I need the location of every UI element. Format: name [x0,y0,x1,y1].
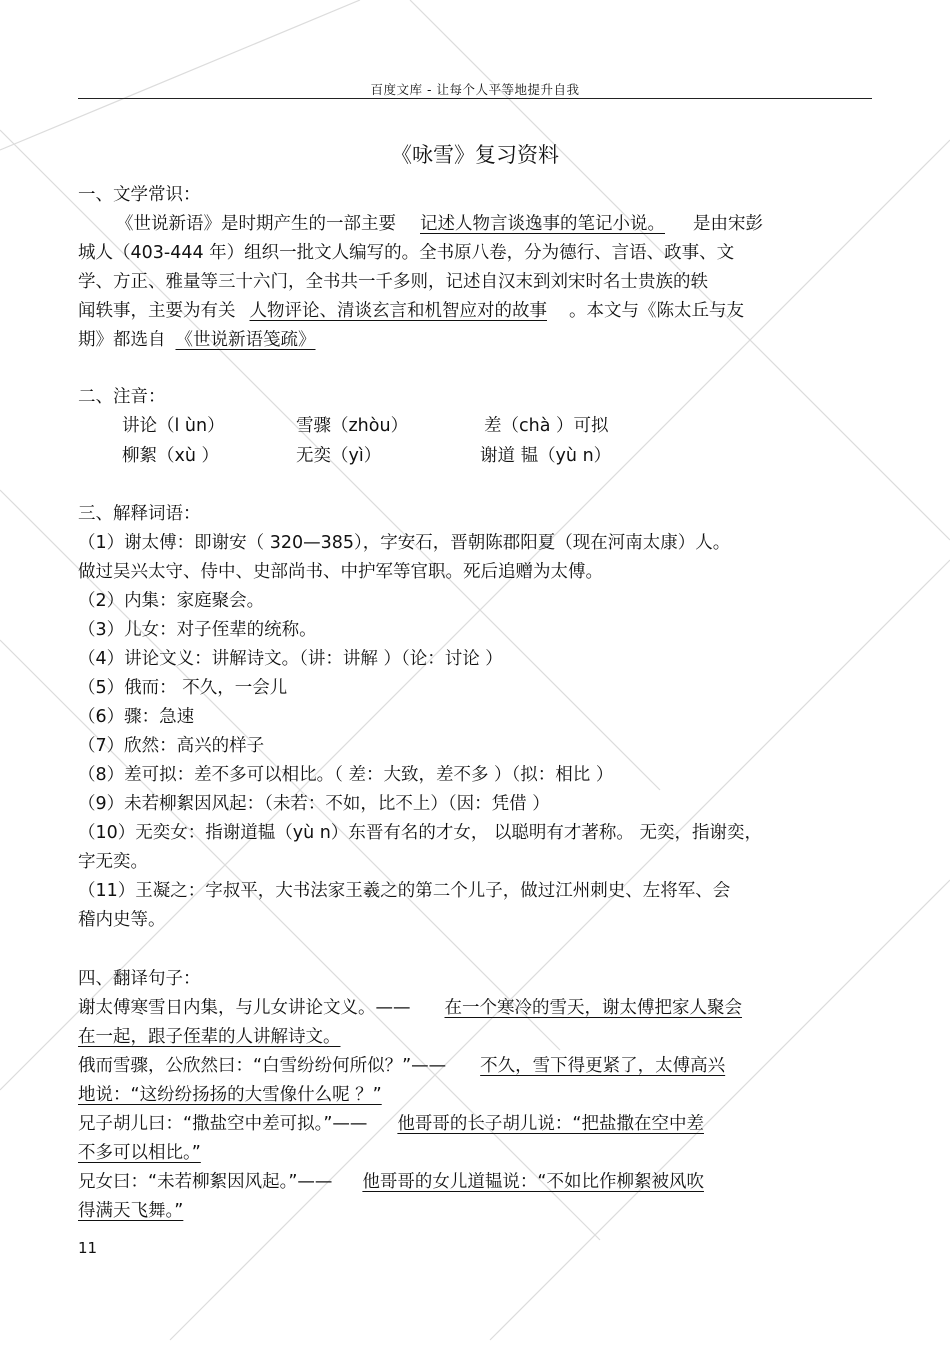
section-heading-vocab: 三、解释词语： [78,504,201,524]
text-span: 《世说新语》是时期产生的一部主要 [116,214,396,234]
pinyin-item: 无奕（yì） [296,446,382,466]
translation-line [78,1081,382,1106]
translation-line [78,1110,724,1135]
answer-underlined: 不多可以相比。” [78,1143,201,1163]
source-sentence: 兄女曰：“未若柳絮因风起。”—— [78,1172,333,1192]
page-header: 百度文库 - 让每个人平等地提升自我 [370,82,580,97]
answer-underlined: 人物评论、清谈玄言和机智应对的故事 [249,301,547,321]
paragraph-line: 城人（403-444 年）组织一批文人编写的。全书原八卷，分为德行、言语、政事、文 [78,243,735,263]
translation-line [78,1052,735,1077]
translation-line [78,1139,231,1164]
vocab-item: （4）讲论文义：讲解诗文。（讲：讲解 ）（论：讨论 ） [78,649,503,669]
answer-underlined: 不久，雪下得更紧了，太傅高兴 [480,1056,726,1076]
text-span: 。本文与《陈太丘与友 [569,301,744,321]
answer-underlined: 在一个寒冷的雪天，谢太傅把家人聚会 [444,998,742,1018]
text-span: 是由宋彭 [693,214,763,234]
vocab-item: （3）儿女：对子侄辈的统称。 [78,620,317,640]
answer-underlined: 在一起，跟子侄辈的人讲解诗文。 [78,1027,341,1047]
translation-line [78,1023,383,1048]
section-heading-literature: 一、文学常识： [78,185,201,205]
vocab-item: （2）内集：家庭聚会。 [78,591,265,611]
answer-underlined: 得满天飞舞。” [78,1201,184,1221]
section-heading-translate: 四、翻译句子： [78,969,201,989]
translation-line [78,1197,209,1222]
answer-underlined: 他哥哥的女儿道韫说：“不如比作柳絮被风吹 [362,1172,704,1192]
vocab-item: 稽内史等。 [78,910,166,930]
pinyin-item: 讲论（l ùn） [122,416,225,436]
vocab-item: 字无奕。 [78,852,148,872]
paragraph-line [116,210,763,235]
vocab-item: （7）欣然：高兴的样子 [78,736,265,756]
vocab-item: （5）俄而： 不久，一会儿 [78,678,288,698]
vocab-item: （8）差可拟：差不多可以相比。（ 差：大致，差不多 ）（拟：相比 ） [78,765,614,785]
source-sentence: 俄而雪骤，公欣然曰：“白雪纷纷何所似？”—— [78,1056,447,1076]
answer-underlined: 他哥哥的长子胡儿说：“把盐撒在空中差 [397,1114,704,1134]
paragraph-line [78,297,744,322]
pinyin-item: 柳絮（xù ） [122,446,220,466]
paragraph-line: 学、方正、雅量等三十六门，全书共一千多则，记述自汉末到刘宋时名士贵族的轶 [78,272,708,292]
vocab-item: （1）谢太傅：即谢安（ 320—385），字安石，晋朝陈郡阳夏（现在河南太康）人。 [78,533,731,553]
vocab-item: 做过吴兴太守、侍中、史部尚书、中护军等官职。死后追赠为太傅。 [78,562,603,582]
answer-underlined: 《世说新语笺疏》 [175,330,316,350]
translation-line [78,1168,726,1193]
pinyin-item: 谢道 韫（yù n） [480,446,612,466]
source-sentence: 谢太傅寒雪日内集，与儿女讲论文义。—— [78,998,411,1018]
pinyin-item: 雪骤（zhòu） [296,416,409,436]
answer-underlined: 记述人物言谈逸事的笔记小说。 [420,214,665,234]
text-span: 期》都选自 [78,330,166,350]
answer-underlined: 地说：“这纷纷扬扬的大雪像什么呢 ？” [78,1085,382,1105]
vocab-item: （6）骤：急速 [78,707,195,727]
document-title: 《咏雪》复习资料 [391,143,559,167]
vocab-item: （9）未若柳絮因风起：（未若：不如，比不上）（因：凭借 ） [78,794,550,814]
vocab-item: （11）王凝之：字叔平，大书法家王羲之的第二个儿子，做过江州刺史、左将军、会 [78,881,731,901]
source-sentence: 兄子胡儿曰：“撒盐空中差可拟。”—— [78,1114,368,1134]
text-span: 闻轶事，主要为有关 [78,301,236,321]
vocab-item: （10）无奕女：指谢道韫（yù n）东晋有名的才女， 以聪明有才著称。 无奕，指谢奕， [78,823,762,843]
pinyin-item: 差（chà ）可拟 [484,416,609,436]
header-rule [78,98,872,99]
section-heading-pinyin: 二、注音： [78,387,166,407]
translation-line [78,994,752,1019]
page-number: 11 [78,1239,98,1257]
paragraph-line [78,326,326,351]
